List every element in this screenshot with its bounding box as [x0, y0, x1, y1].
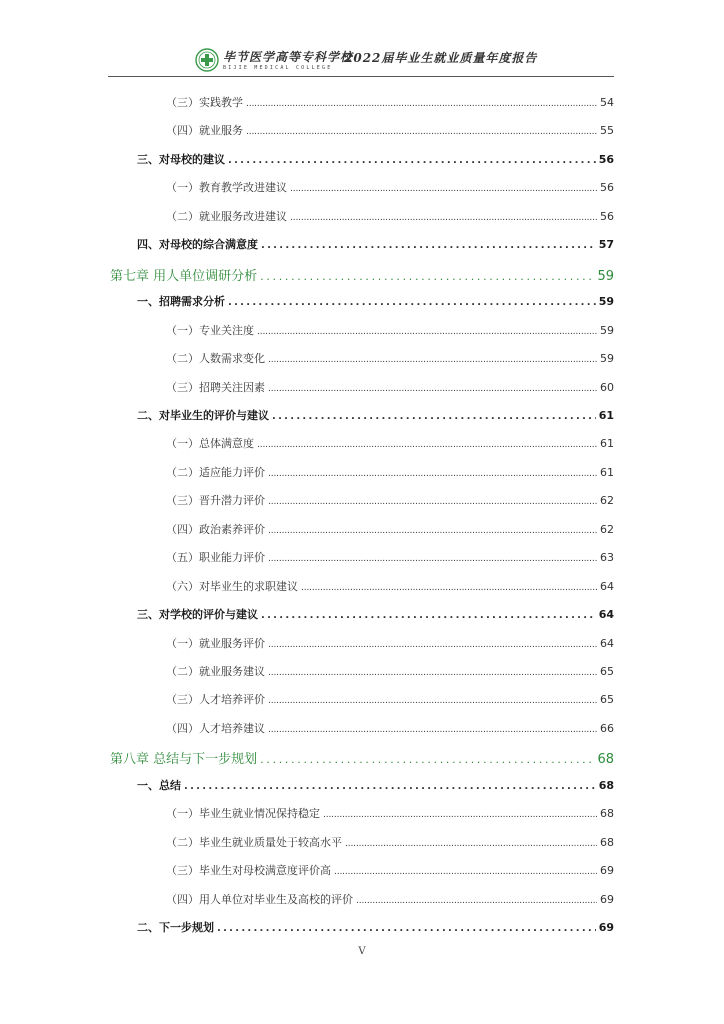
- toc-subsection-entry[interactable]: [166, 691, 614, 707]
- toc-entry-page: 59: [597, 268, 614, 284]
- toc-section-entry[interactable]: [137, 777, 614, 793]
- toc-leader-dots: [268, 497, 597, 507]
- toc-entry-label: （二）适应能力评价: [166, 465, 265, 479]
- toc-entry-label: （二）就业服务改进建议: [166, 209, 287, 223]
- toc-entry-page: 68: [598, 778, 614, 792]
- toc-leader-dots: [268, 696, 597, 706]
- toc-leader-dots: [268, 526, 597, 536]
- toc-entry-page: 68: [597, 752, 614, 768]
- toc-entry-page: 68: [600, 835, 614, 849]
- toc-leader-dots: [345, 839, 597, 849]
- toc-entry-label: （三）实践教学: [166, 96, 243, 109]
- school-name-cn: 毕节医学高等专科学校: [223, 50, 354, 64]
- toc-subsection-entry[interactable]: [166, 720, 614, 736]
- toc-entry-page: 66: [600, 721, 614, 735]
- toc-subsection-entry[interactable]: [166, 122, 614, 138]
- toc-leader-dots: [268, 554, 597, 564]
- toc-subsection-entry[interactable]: [166, 208, 614, 224]
- toc-entry-page: 69: [600, 892, 614, 906]
- toc-entry-label: （一）教育教学改进建议: [166, 181, 287, 195]
- toc-entry-page: 61: [600, 437, 614, 451]
- header-divider: [108, 76, 614, 77]
- toc-entry-page: 56: [600, 209, 614, 223]
- toc-subsection-entry[interactable]: [166, 862, 614, 878]
- page-number: V: [358, 946, 366, 957]
- toc-subsection-entry[interactable]: [166, 322, 614, 338]
- toc-subsection-entry[interactable]: [166, 492, 614, 508]
- toc-entry-page: 62: [600, 494, 614, 508]
- toc-entry-label: 二、对毕业生的评价与建议: [137, 408, 269, 422]
- toc-entry-label: （五）职业能力评价: [166, 551, 265, 565]
- toc-entry-page: 59: [598, 295, 614, 309]
- toc-entry-label: （四）人才培养建议: [166, 721, 265, 735]
- college-logo-icon: [195, 48, 219, 72]
- toc-leader-dots: [257, 440, 597, 450]
- toc-subsection-entry[interactable]: [166, 891, 614, 907]
- toc-leader-dots: [334, 867, 597, 877]
- toc-entry-label: 三、对母校的建议: [137, 152, 225, 166]
- toc-leader-dots: [184, 781, 596, 792]
- toc-subsection-entry[interactable]: [166, 179, 614, 195]
- toc-entry-label: 第八章 总结与下一步规划: [110, 752, 258, 768]
- toc-entry-label: 一、招聘需求分析: [137, 295, 225, 309]
- toc-entry-label: （一）毕业生就业情况保持稳定: [166, 807, 320, 821]
- toc-entry-page: 59: [600, 352, 614, 366]
- toc-entry-label: （三）晋升潜力评价: [166, 494, 265, 508]
- toc-entry-label: 三、对学校的评价与建议: [137, 608, 258, 622]
- toc-entry-page: 56: [600, 181, 614, 195]
- toc-entry-page: 64: [600, 636, 614, 650]
- toc-entry-page: 63: [600, 551, 614, 565]
- toc-entry-page: 54: [600, 96, 614, 109]
- toc-leader-dots: [217, 923, 596, 934]
- toc-leader-dots: [257, 327, 597, 337]
- toc-entry-label: （六）对毕业生的求职建议: [166, 579, 298, 593]
- toc-entry-label: （二）毕业生就业质量处于较高水平: [166, 835, 342, 849]
- toc-entry-page: 59: [600, 323, 614, 337]
- toc-subsection-entry[interactable]: [166, 94, 614, 110]
- toc-section-entry[interactable]: [137, 293, 614, 309]
- toc-leader-dots: [260, 753, 594, 766]
- toc-entry-label: （三）毕业生对母校满意度评价高: [166, 864, 331, 878]
- toc-entry-label: 一、总结: [137, 778, 181, 792]
- toc-entry-page: 69: [598, 921, 614, 935]
- page-header: [0, 44, 724, 76]
- toc-subsection-entry[interactable]: [166, 521, 614, 537]
- toc-leader-dots: [290, 184, 597, 194]
- toc-entry-page: 68: [600, 807, 614, 821]
- toc-entry-label: 第七章 用人单位调研分析: [110, 268, 258, 284]
- toc-entry-page: 64: [598, 608, 614, 622]
- toc-leader-dots: [260, 270, 594, 283]
- toc-section-entry[interactable]: [137, 151, 614, 167]
- toc-leader-dots: [290, 213, 597, 223]
- toc-subsection-entry[interactable]: [166, 578, 614, 594]
- toc-leader-dots: [272, 411, 596, 422]
- toc-entry-page: 62: [600, 522, 614, 536]
- toc-subsection-entry[interactable]: [166, 435, 614, 451]
- toc-entry-page: 60: [600, 380, 614, 394]
- toc-subsection-entry[interactable]: [166, 834, 614, 850]
- toc-entry-page: 65: [600, 665, 614, 678]
- toc-entry-page: 69: [600, 864, 614, 878]
- toc-subsection-entry[interactable]: [166, 350, 614, 366]
- toc-leader-dots: [356, 896, 597, 906]
- toc-subsection-entry[interactable]: [166, 635, 614, 651]
- toc-leader-dots: [228, 155, 596, 166]
- toc-leader-dots: [268, 640, 597, 650]
- report-title: 2022届毕业生就业质量年度报告: [344, 51, 538, 65]
- toc-entry-label: （四）就业服务: [166, 124, 243, 138]
- toc-leader-dots: [246, 127, 597, 137]
- toc-leader-dots: [228, 297, 596, 308]
- toc-entry-label: 二、下一步规划: [137, 921, 214, 935]
- toc-entry-label: （一）专业关注度: [166, 323, 254, 337]
- toc-section-entry[interactable]: [137, 919, 614, 935]
- toc-leader-dots: [268, 384, 597, 394]
- toc-entry-label: （二）人数需求变化: [166, 352, 265, 366]
- toc-subsection-entry[interactable]: [166, 464, 614, 480]
- toc-entry-page: 65: [600, 693, 614, 707]
- toc-leader-dots: [268, 725, 597, 735]
- toc-leader-dots: [301, 583, 597, 593]
- toc-entry-label: （三）招聘关注因素: [166, 380, 265, 394]
- toc-leader-dots: [268, 469, 597, 479]
- toc-entry-label: （四）政治素养评价: [166, 522, 265, 536]
- toc-subsection-entry[interactable]: [166, 379, 614, 395]
- toc-entry-label: 四、对母校的综合满意度: [137, 238, 258, 252]
- toc-chapter-entry[interactable]: [110, 265, 614, 284]
- toc-entry-page: 57: [598, 238, 614, 252]
- toc-entry-label: （一）总体满意度: [166, 437, 254, 451]
- toc-entry-page: 61: [598, 408, 614, 422]
- school-name-en: BIJIE MEDICAL COLLEGE: [223, 65, 333, 71]
- toc-leader-dots: [323, 810, 597, 820]
- toc-entry-page: 55: [600, 124, 614, 138]
- toc-leader-dots: [261, 240, 596, 251]
- toc-leader-dots: [268, 355, 597, 365]
- toc-subsection-entry[interactable]: [166, 549, 614, 565]
- toc-entry-label: （四）用人单位对毕业生及高校的评价: [166, 892, 353, 906]
- toc-section-entry[interactable]: [137, 236, 614, 252]
- toc-subsection-entry[interactable]: [166, 805, 614, 821]
- toc-subsection-entry[interactable]: [166, 663, 614, 679]
- toc-leader-dots: [268, 668, 597, 678]
- toc-entry-page: 64: [600, 579, 614, 593]
- toc-entry-page: 61: [600, 465, 614, 479]
- toc-entry-page: 56: [598, 152, 614, 166]
- toc-entry-label: （三）人才培养评价: [166, 693, 265, 707]
- toc-leader-dots: [246, 99, 597, 109]
- toc-section-entry[interactable]: [137, 407, 614, 423]
- toc-section-entry[interactable]: [137, 606, 614, 622]
- toc-entry-label: （一）就业服务评价: [166, 636, 265, 650]
- toc-chapter-entry[interactable]: [110, 748, 614, 767]
- toc-leader-dots: [261, 610, 596, 621]
- toc-entry-label: （二）就业服务建议: [166, 665, 265, 678]
